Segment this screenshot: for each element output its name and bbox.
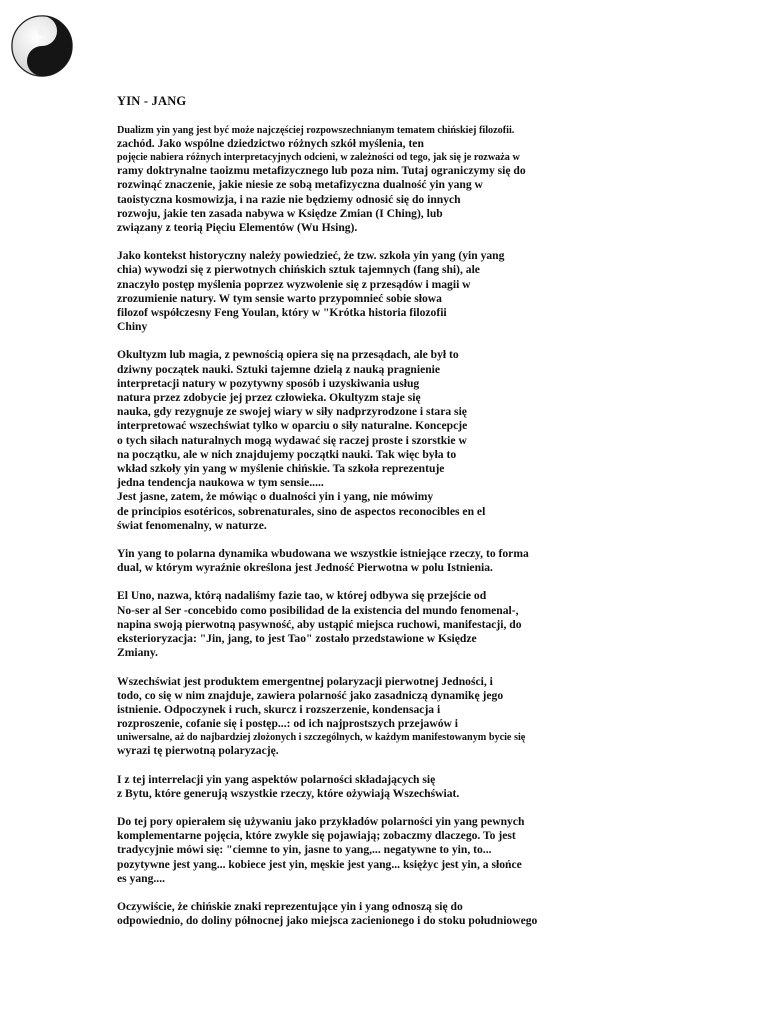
- text-line: Oczywiście, że chińskie znaki reprezentujące yin i yang odnoszą się do: [117, 899, 463, 913]
- text-line: eksterioryzacja: "Jin, jang, to jest Tao" zostało przedstawione w Księdze: [117, 632, 477, 646]
- paragraph: [117, 547, 587, 575]
- text-line: rozproszenie, cofanie się i postęp...: od ich najprostszych przejawów i: [117, 717, 459, 731]
- text-line: filozof współczesny Feng Youlan, który w "Krótka historia filozofii: [117, 306, 447, 320]
- text-line: Dualizm yin yang jest być może najczęściej rozpowszechnianym tematem chińskiej filozofii.: [117, 125, 515, 136]
- text-line: natura przez zdobycie jej przez człowieka. Okultyzm staje się: [117, 391, 421, 405]
- text-line: świat fenomenalny, w naturze.: [117, 518, 267, 532]
- yin-yang-logo: [10, 14, 74, 78]
- text-line: napina swoją pierwotną pasywność, aby ustąpić miejsca ruchowi, manifestacji, do: [117, 617, 522, 631]
- text-line: jedna tendencja naukowa w tym sensie.....: [117, 476, 324, 490]
- text-line: Yin yang to polarna dynamika wbudowana we wszystkie istniejące rzeczy, to forma: [117, 547, 529, 561]
- text-line: o tych siłach naturalnych mogą wydawać się raczej proste i szorstkie w: [117, 433, 467, 447]
- text-line: istnienie. Odpoczynek i ruch, skurcz i rozszerzenie, kondensacja i: [117, 702, 441, 716]
- text-line: wyrazi tę pierwotną polaryzację.: [117, 744, 279, 758]
- text-line: Wszechświat jest produktem emergentnej polaryzacji pierwotnej Jedności, i: [117, 674, 493, 688]
- text-line: interpretować wszechświat tylko w oparciu o siły naturalne. Koncepcje: [117, 419, 468, 433]
- text-line: rozwoju, jakie ten zasada nabywa w Księdze Zmian (I Ching), lub: [117, 206, 443, 220]
- text-line: es yang....: [117, 871, 165, 885]
- text-line: nauka, gdy rezygnuje ze swojej wiary w siły nadprzyrodzone i stara się: [117, 405, 467, 419]
- text-line: ramy doktrynalne taoizmu metafizycznego lub poza nim. Tutaj ograniczymy się do: [117, 164, 526, 178]
- text-line: wkład szkoły yin yang w myślenie chińskie. Ta szkoła reprezentuje: [117, 462, 445, 476]
- text-line: tradycyjnie mówi się: "ciemne to yin, jasne to yang,... negatywne to yin, to...: [117, 843, 492, 857]
- text-line: Do tej pory opierałem się używaniu jako przykładów polarności yin yang pewnych: [117, 814, 525, 828]
- text-line: Chiny: [117, 320, 148, 334]
- text-line: El Uno, nazwa, którą nadaliśmy fazie tao, w której odbywa się przejście od: [117, 589, 487, 603]
- page-title: YIN - JANG: [117, 94, 187, 108]
- text-line: zrozumienie natury. W tym sensie warto przypomnieć sobie słowa: [117, 291, 442, 305]
- paragraph: [117, 773, 587, 801]
- text-line: związany z teorią Pięciu Elementów (Wu Hsing).: [117, 221, 358, 235]
- text-line: interpretacji natury w pozytywny sposób i uzyskiwania usług: [117, 376, 420, 390]
- text-line: chia) wywodzi się z pierwotnych chińskich sztuk tajemnych (fang shi), ale: [117, 263, 480, 277]
- text-line: zachód. Jako wspólne dziedzictwo różnych szkół myślenia, ten: [117, 137, 424, 150]
- text-line: No-ser al Ser -concebido como posibilidad de la existencia del mundo fenomenal-,: [117, 603, 519, 617]
- text-line: dual, w którym wyraźnie określona jest Jedność Pierwotna w polu Istnienia.: [117, 561, 493, 575]
- text-line: todo, co się w nim znajduje, zawiera polarność jako zasadniczą dynamikę jego: [117, 688, 504, 702]
- text-line: rozwinąć znaczenie, jakie niesie ze sobą metafizyczna dualność yin yang w: [117, 178, 483, 192]
- text-line: pozytywne jest yang... kobiece jest yin, męskie jest yang... księżyc jest yin, a słońce: [117, 857, 522, 871]
- text-line: uniwersalne, aż do najbardziej złożonych i szczególnych, w każdym manifestowanym bycie się: [117, 732, 526, 744]
- text-line: de principios esotéricos, sobrenaturales, sino de aspectos reconocibles en el: [117, 504, 486, 518]
- paragraph: [117, 249, 587, 334]
- paragraph: [117, 815, 587, 886]
- paragraph: [117, 589, 587, 660]
- paragraph: [117, 675, 587, 759]
- text-line: Jako kontekst historyczny należy powiedzieć, że tzw. szkoła yin yang (yin yang: [117, 249, 505, 263]
- text-line: odpowiednio, do doliny północnej jako miejsca zacienionego i do stoku południowego: [117, 914, 538, 928]
- text-line: Okultyzm lub magia, z pewnością opiera się na przesądach, ale był to: [117, 348, 459, 362]
- text-line: dziwny początek nauki. Sztuki tajemne dzielą z nauką pragnienie: [117, 362, 441, 376]
- text-line: Jest jasne, zatem, że mówiąc o dualności yin i yang, nie mówimy: [117, 490, 434, 504]
- document-body: [117, 124, 587, 942]
- text-line: na początku, ale w nich znajdujemy początki nauki. Tak więc była to: [117, 447, 457, 461]
- paragraph: [117, 900, 587, 928]
- text-line: Zmiany.: [117, 646, 158, 660]
- text-line: pojęcie nabiera różnych interpretacyjnych odcieni, w zależności od tego, jak się je rozważa w: [117, 152, 520, 164]
- text-line: komplementarne pojęcia, które zwykle się pojawiają; zobaczmy dlaczego. To jest: [117, 829, 516, 843]
- paragraph: [117, 124, 587, 235]
- yin-yang-icon: [10, 14, 74, 78]
- paragraph: [117, 348, 587, 533]
- text-line: taoistyczna kosmowizja, i na razie nie będziemy odnosić się do innych: [117, 192, 461, 206]
- text-line: I z tej interrelacji yin yang aspektów polarności składających się: [117, 772, 436, 786]
- text-line: z Bytu, które generują wszystkie rzeczy, które ożywiają Wszechświat.: [117, 786, 460, 800]
- text-line: znaczyło postęp myślenia poprzez wyzwolenie się z przesądów i magii w: [117, 277, 471, 291]
